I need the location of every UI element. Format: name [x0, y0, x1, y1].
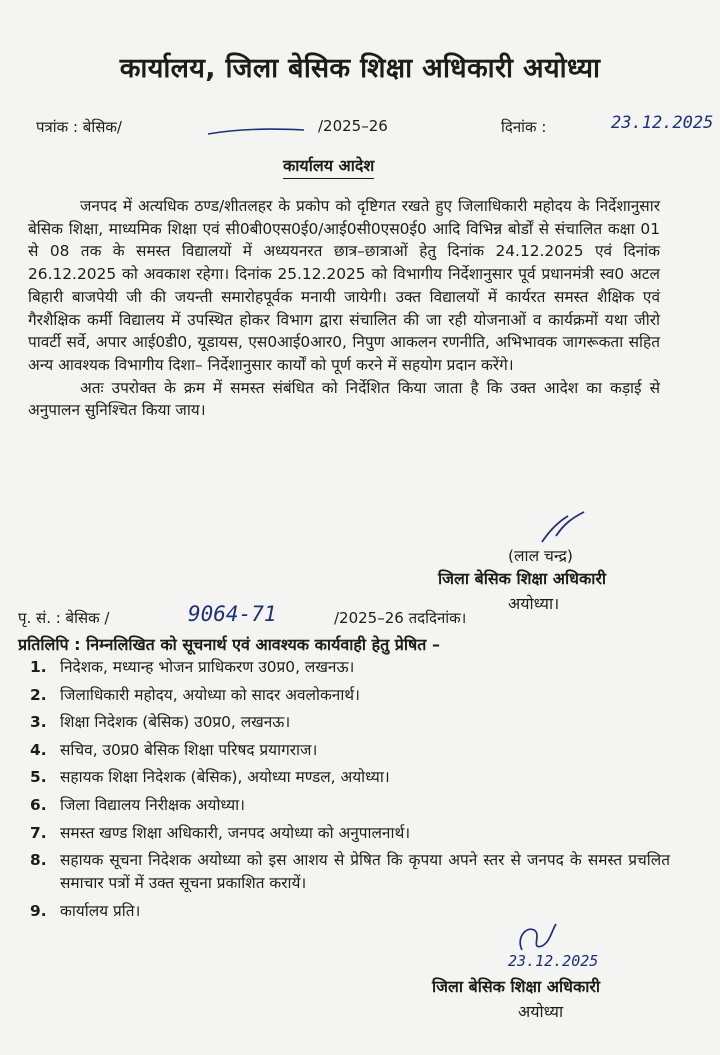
list-item-text: सचिव, उ0प्र0 बेसिक शिक्षा परिषद प्रयागराज।: [60, 740, 318, 759]
signatory-designation: जिला बेसिक शिक्षा अधिकारी: [432, 977, 601, 996]
list-item-number: 2.: [30, 685, 47, 704]
list-item-number: 3.: [30, 713, 47, 732]
list-item-number: 5.: [30, 768, 47, 787]
reference-year: /2025–26: [318, 117, 388, 135]
handwritten-date: 23.12.2025: [611, 113, 714, 133]
body-paragraph-1: जनपद में अत्यधिक ठण्ड/शीतलहर के प्रकोप को दृष्टिगत रखते हुए जिलाधिकारी महोदय के निर्देशानुसार बेसिक शिक्षा, माध्यमिक शिक्षा एवं सी0बी0एस0ई0/आई0सी0एस0ई0 आदि विभिन्न बोर्डों से संचालित कक्षा 01 से 08 तक के समस्त विद्यालयों में अध्ययनरत छात्र–छात्राओं हेतु दिनांक 24.12.2025 एवं दिनांक 26.12.2025 को अवकाश रहेगा। दिनांक 25.12.2025 को विभागीय निर्देशानुसार पूर्व प्रधानमंत्री स्व0 अटल बिहारी बाजपेयी जी की जयन्ती समारोहपूर्वक मनायी जायेगी। उक्त विद्यालयों में कार्यरत समस्त शैक्षिक एवं गैरशैक्षिक कर्मी विद्यालय में उपस्थित होकर विभाग द्वारा संचालित की जा रही योजनाओं व कार्यक्रमों यथा जीरो पावर्टी सर्वे, अपार आई0डी0, यूडायस, एस0आई0आर0, निपुण आकलन रणनीति, अभिभावक जागरूकता सहित अन्य आवश्यक विभागीय दिशा– निर्देशानुसार कार्यों को पूर्ण करने में सहयोग प्रदान करेंगे।: [28, 197, 660, 374]
copy-list-item: [30, 656, 670, 679]
copy-reference-year: /2025–26 तददिनांक।: [334, 609, 467, 627]
signatory-place: अयोध्या।: [508, 594, 560, 613]
list-item-text: निदेशक, मध्यान्ह भोजन प्राधिकरण उ0प्र0, लखनऊ।: [60, 658, 355, 676]
list-item-number: 4.: [30, 740, 47, 759]
order-body: [28, 195, 660, 422]
copy-list-item: [30, 766, 670, 789]
copy-list-item: [30, 794, 670, 817]
copy-list-item: [30, 822, 670, 845]
office-heading: कार्यालय, जिला बेसिक शिक्षा अधिकारी अयोध्या: [119, 53, 601, 84]
list-item-text: जिलाधिकारी महोदय, अयोध्या को सादर अवलोकनार्थ।: [60, 685, 360, 704]
list-item-number: 8.: [30, 851, 47, 870]
signatory-place: अयोध्या: [518, 1002, 564, 1021]
signatory-designation: जिला बेसिक शिक्षा अधिकारी: [438, 569, 607, 588]
order-title: कार्यालय आदेश: [283, 154, 374, 179]
copy-list-item: [30, 849, 670, 895]
signatory-name: (लाल चन्द्र): [508, 547, 573, 565]
handwritten-signature-date: 23.12.2025: [508, 952, 599, 970]
handwritten-dash-mark: [206, 125, 306, 139]
body-paragraph-2: अतः उपरोक्त के क्रम में समस्त संबंधित को निर्देशित किया जाता है कि उक्त आदेश का कड़ाई से अनुपालन सुनिश्चित किया जाय।: [28, 378, 660, 420]
copy-recipient-list: [30, 656, 670, 927]
list-item-text: समस्त खण्ड शिक्षा अधिकारी, जनपद अयोध्या को अनुपालनार्थ।: [60, 823, 411, 842]
reference-label: पत्रांक : बेसिक/: [36, 118, 122, 136]
list-item-number: 6.: [30, 795, 47, 814]
second-signature-block: [420, 920, 700, 1030]
list-item-text: सहायक सूचना निदेशक अयोध्या को इस आशय से प्रेषित कि कृपया अपने स्तर से जनपद के समस्त प्रचलित समाचार पत्रों में उक्त सूचना प्रकाशित करायें।: [60, 851, 670, 893]
handwritten-dispatch-number: 9064-71: [188, 602, 277, 626]
list-item-number: 9.: [30, 901, 47, 920]
copy-heading: प्रतिलिपि : निम्नलिखित को सूचनार्थ एवं आवश्यक कार्यवाही हेतु प्रेषित –: [18, 635, 440, 654]
copy-reference-label: पृ. सं. : बेसिक /: [18, 609, 110, 627]
list-item-number: 1.: [30, 658, 47, 676]
reference-line: [36, 113, 714, 147]
copy-list-item: [30, 711, 670, 734]
list-item-text: कार्यालय प्रति।: [60, 901, 141, 920]
list-item-number: 7.: [30, 823, 47, 842]
list-item-text: शिक्षा निदेशक (बेसिक) उ0प्र0, लखनऊ।: [60, 713, 291, 732]
copy-list-item: [30, 684, 670, 707]
copy-list-item: [30, 739, 670, 762]
copy-reference-line: [18, 604, 698, 632]
list-item-text: जिला विद्यालय निरीक्षक अयोध्या।: [60, 795, 245, 814]
date-label: दिनांक :: [501, 118, 547, 136]
list-item-text: सहायक शिक्षा निदेशक (बेसिक), अयोध्या मण्डल, अयोध्या।: [60, 768, 390, 787]
